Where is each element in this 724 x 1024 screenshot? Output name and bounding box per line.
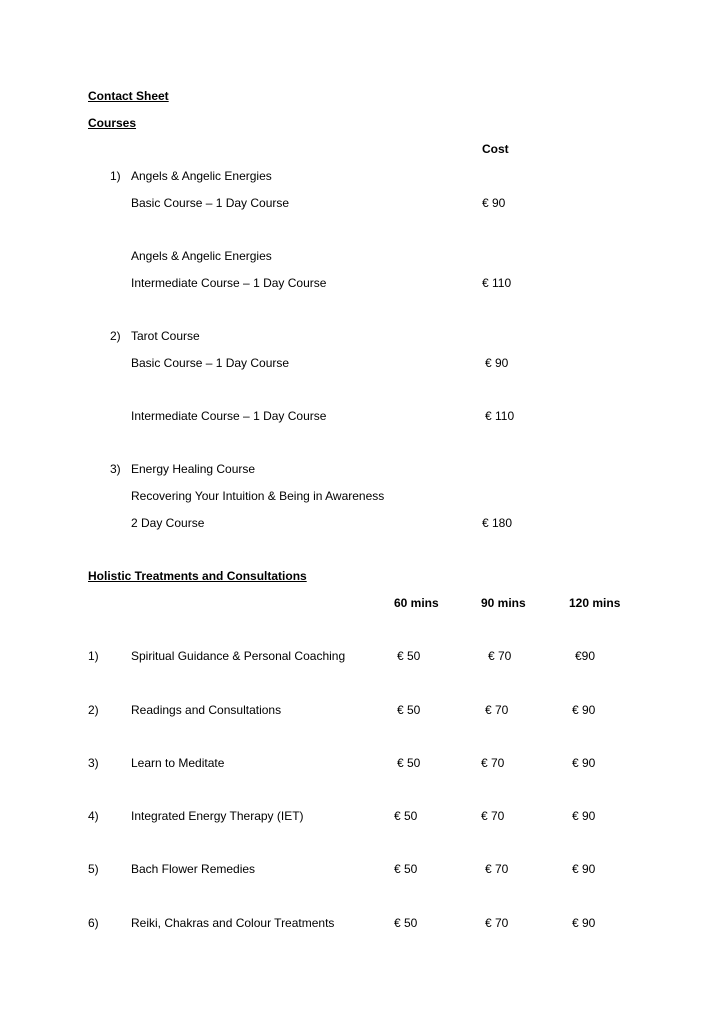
course-price: € 110	[482, 276, 512, 290]
treatment-price-120: € 90	[572, 703, 596, 717]
course-price: € 180	[482, 516, 513, 530]
treatment-name: Spiritual Guidance & Personal Coaching	[131, 649, 346, 663]
treatment-price-120: € 90	[572, 862, 596, 876]
course-title: Angels & Angelic Energies	[131, 169, 272, 183]
treatment-name: Bach Flower Remedies	[131, 862, 256, 876]
contact-sheet-heading: Contact Sheet	[88, 89, 169, 103]
treatment-price-120: € 90	[572, 809, 596, 823]
course-detail: Intermediate Course – 1 Day Course	[131, 276, 327, 290]
course-title: Energy Healing Course	[131, 462, 256, 476]
treatment-name: Readings and Consultations	[131, 703, 282, 717]
treatment-number: 2)	[88, 703, 99, 717]
treatment-price-60: € 50	[397, 756, 421, 770]
course-detail: Basic Course – 1 Day Course	[131, 356, 290, 370]
course-detail: 2 Day Course	[131, 516, 205, 530]
treatment-price-60: € 50	[394, 862, 418, 876]
holistic-heading: Holistic Treatments and Consultations	[88, 569, 307, 583]
treatment-name: Reiki, Chakras and Colour Treatments	[131, 916, 335, 930]
treatment-number: 5)	[88, 862, 99, 876]
treatment-name: Learn to Meditate	[131, 756, 225, 770]
treatment-price-90: € 70	[481, 756, 505, 770]
column-header-90: 90 mins	[481, 596, 526, 610]
treatment-price-120: € 90	[572, 916, 596, 930]
course-title: Angels & Angelic Energies	[131, 249, 272, 263]
course-subtitle: Recovering Your Intuition & Being in Awareness	[131, 489, 385, 503]
treatment-price-60: € 50	[394, 916, 418, 930]
treatment-price-90: € 70	[488, 649, 512, 663]
column-header-120: 120 mins	[569, 596, 621, 610]
treatment-price-90: € 70	[485, 862, 509, 876]
treatment-price-120: € 90	[572, 756, 596, 770]
course-title: Tarot Course	[131, 329, 200, 343]
treatment-number: 6)	[88, 916, 99, 930]
course-price: € 90	[482, 196, 506, 210]
course-number: 3)	[110, 462, 121, 476]
course-price: € 90	[485, 356, 509, 370]
treatment-price-60: € 50	[397, 649, 421, 663]
course-detail: Basic Course – 1 Day Course	[131, 196, 290, 210]
treatment-price-120: €90	[575, 649, 596, 663]
treatment-name: Integrated Energy Therapy (IET)	[131, 809, 304, 823]
treatment-price-60: € 50	[394, 809, 418, 823]
column-header-60: 60 mins	[394, 596, 439, 610]
treatment-price-60: € 50	[397, 703, 421, 717]
treatment-price-90: € 70	[485, 703, 509, 717]
treatment-number: 4)	[88, 809, 99, 823]
course-price: € 110	[485, 409, 515, 423]
cost-column-header: Cost	[482, 142, 509, 156]
treatment-price-90: € 70	[481, 809, 505, 823]
treatment-price-90: € 70	[485, 916, 509, 930]
course-number: 2)	[110, 329, 121, 343]
course-number: 1)	[110, 169, 121, 183]
courses-heading: Courses	[88, 116, 137, 130]
treatment-number: 1)	[88, 649, 99, 663]
treatment-number: 3)	[88, 756, 99, 770]
course-detail: Intermediate Course – 1 Day Course	[131, 409, 327, 423]
